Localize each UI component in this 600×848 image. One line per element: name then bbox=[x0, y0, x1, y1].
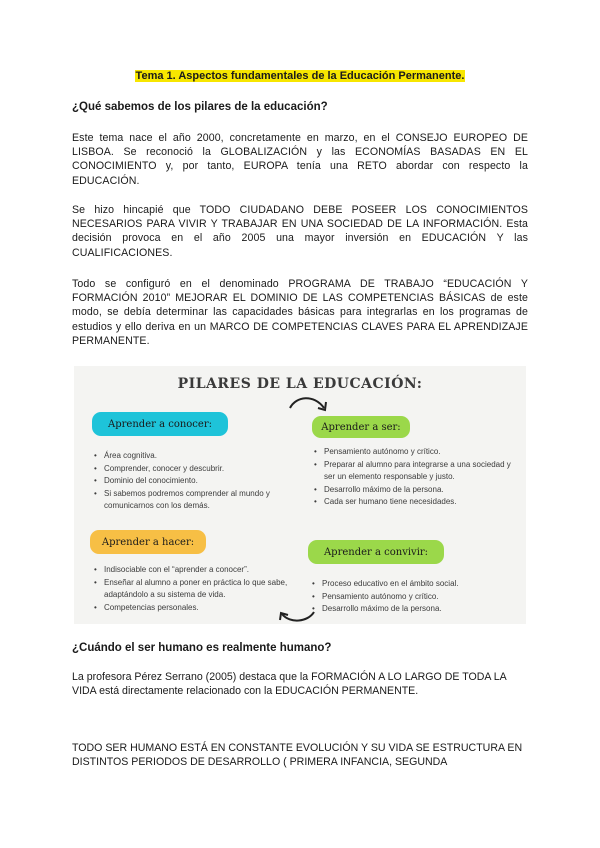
list-item: • Área cognitiva. bbox=[94, 450, 304, 463]
pill-aprender-ser: Aprender a ser: bbox=[312, 416, 410, 438]
pill-aprender-conocer: Aprender a conocer: bbox=[92, 412, 228, 436]
list-aprender-hacer bbox=[94, 564, 302, 614]
document-title: Tema 1. Aspectos fundamentales de la Educación Permanente. bbox=[135, 70, 465, 82]
list-item: • Desarrollo máximo de la persona. bbox=[312, 603, 520, 616]
pill-aprender-convivir: Aprender a convivir: bbox=[308, 540, 444, 564]
list-item: • Cada ser humano tiene necesidades. bbox=[314, 496, 522, 509]
paragraph-1: Este tema nace el año 2000, concretamente en marzo, en el CONSEJO EUROPEO DE LISBOA. Se reconoció la GLOBALIZACIÓN y las ECONOMÍAS BASADAS EN EL CONOCIMIENTO y, por tanto, EUROPA tenía una RETO abordar con respecto la EDUCACIÓN. bbox=[72, 132, 528, 187]
infographic-title: PILARES DE LA EDUCACIÓN: bbox=[177, 376, 423, 392]
list-aprender-conocer bbox=[94, 450, 304, 513]
pillars-infographic bbox=[74, 366, 526, 624]
heading-ser-humano: ¿Cuándo el ser humano es realmente humano? bbox=[72, 642, 332, 654]
paragraph-5: TODO SER HUMANO ESTÁ EN CONSTANTE EVOLUCIÓN Y SU VIDA SE ESTRUCTURA EN DISTINTOS PERIODOS DE DESARROLLO ( PRIMERA INFANCIA, SEGUNDA bbox=[72, 742, 523, 769]
list-item: • Comprender, conocer y descubrir. bbox=[94, 463, 304, 476]
pill-aprender-hacer: Aprender a hacer: bbox=[90, 530, 206, 554]
list-aprender-ser bbox=[314, 446, 522, 509]
list-item: • Indisociable con el “aprender a conocer”. bbox=[94, 564, 302, 577]
list-item: • Pensamiento autónomo y crítico. bbox=[312, 591, 520, 604]
list-item: • Pensamiento autónomo y crítico. bbox=[314, 446, 522, 459]
paragraph-3: Todo se configuró en el denominado PROGRAMA DE TRABAJO “EDUCACIÓN Y FORMACIÓN 2010” MEJORAR EL DOMINIO DE LAS COMPETENCIAS BÁSICAS de este modo, se debía determinar las capacidades básicas para integrarlas en los programas de estudios y ello deriva en un MARCO DE COMPETENCIAS CLAVES PARA EL APRENDIZAJE PERMANENTE. bbox=[72, 278, 528, 347]
list-aprender-convivir bbox=[312, 578, 520, 616]
list-item: • Dominio del conocimiento. bbox=[94, 475, 304, 488]
curved-arrow-bottom-icon bbox=[274, 610, 320, 624]
list-item: • Desarrollo máximo de la persona. bbox=[314, 484, 522, 497]
paragraph-4: La profesora Pérez Serrano (2005) destaca que la FORMACIÓN A LO LARGO DE TODA LA VIDA está directamente relacionado con la EDUCACIÓN PERMANENTE. bbox=[72, 671, 507, 698]
paragraph-2: Se hizo hincapié que TODO CIUDADANO DEBE POSEER LOS CONOCIMIENTOS NECESARIOS PARA VIVIR Y TRABAJAR EN UNA SOCIEDAD DE LA INFORMACIÓN. Esta decisión provoca en el año 2005 una mayor inversión en EDUCACIÓN Y las CUALIFICACIONES. bbox=[72, 204, 528, 259]
list-item: • Proceso educativo en el ámbito social. bbox=[312, 578, 520, 591]
list-item: • Enseñar al alumno a poner en práctica lo que sabe, adaptándolo a su sistema de vida. bbox=[94, 577, 302, 602]
list-item: • Competencias personales. bbox=[94, 602, 302, 615]
list-item: • Preparar al alumno para integrarse a una sociedad y ser un elemento responsable y justo. bbox=[314, 459, 522, 484]
list-item: • Si sabemos podremos comprender al mundo y comunicarnos con los demás. bbox=[94, 488, 304, 513]
heading-pilares: ¿Qué sabemos de los pilares de la educación? bbox=[72, 101, 328, 113]
